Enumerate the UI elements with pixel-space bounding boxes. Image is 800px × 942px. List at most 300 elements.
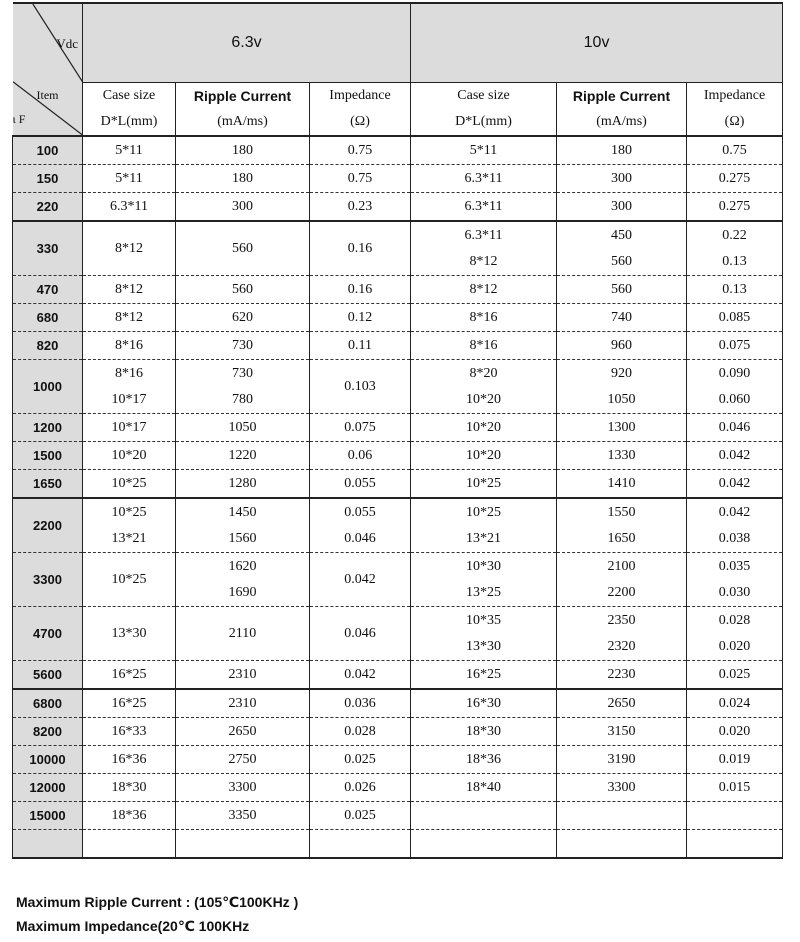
impedance-b-cell [687, 802, 783, 830]
case-size-b-cell [411, 136, 557, 165]
capacitance-cell: 1000 [13, 360, 83, 414]
cell-value: 0.75 [347, 170, 373, 186]
impedance-a-cell [310, 276, 411, 304]
cell-value: 8*12 [115, 240, 143, 256]
empty-cell [83, 830, 176, 859]
table-row [13, 221, 783, 276]
cell-value: 180 [611, 142, 633, 158]
capacitance-cell: 1650 [13, 470, 83, 499]
case-size-b-cell [411, 165, 557, 193]
cell-value: 730 [232, 365, 253, 381]
case-size-a-cell [83, 470, 176, 499]
empty-row [13, 830, 783, 859]
cell-value: 5*11 [115, 170, 143, 186]
empty-cell [687, 830, 783, 859]
table-row [13, 165, 783, 193]
ripple-a-cell [176, 221, 310, 276]
table-row [13, 661, 783, 690]
cell-value: 2650 [607, 695, 636, 711]
table-row [13, 498, 783, 553]
ripple-a-cell [176, 746, 310, 774]
cell-value: 0.030 [718, 584, 751, 600]
empty-cell [557, 830, 687, 859]
cell-value: 1690 [228, 584, 257, 600]
ripple-b-cell [557, 193, 687, 222]
ripple-b-cell [557, 746, 687, 774]
case-size-a-cell [83, 165, 176, 193]
impedance-a-cell [310, 165, 411, 193]
cell-value: 10*20 [111, 447, 147, 463]
impedance-b-cell [687, 414, 783, 442]
cell-value: 10*25 [466, 475, 502, 491]
cell-value: 18*30 [466, 723, 502, 739]
cell-value: 0.028 [344, 723, 376, 739]
cell-value: 16*25 [111, 695, 147, 711]
capacitance-cell: 470 [13, 276, 83, 304]
ripple-a-cell [176, 607, 310, 661]
ripple-b-cell [557, 442, 687, 470]
cell-value: 1280 [228, 475, 257, 491]
cell-value: 0.090 [718, 365, 751, 381]
case-size-a-cell [83, 193, 176, 222]
capacitance-cell: 150 [13, 165, 83, 193]
capacitance-cell: 1500 [13, 442, 83, 470]
cell-value: 300 [611, 198, 633, 214]
cell-value: 2650 [228, 723, 257, 739]
cell-value: 1550 [607, 504, 636, 520]
cell-value: 0.275 [718, 198, 751, 214]
cell-value: 8*12 [115, 309, 143, 325]
cell-value: 0.22 [722, 227, 747, 243]
cell-value: 10*20 [466, 447, 502, 463]
case-size-b-cell [411, 718, 557, 746]
cell-value: 620 [232, 309, 253, 325]
ripple-a-cell [176, 360, 310, 414]
cell-value: 16*30 [466, 695, 502, 711]
impedance-a-cell [310, 360, 411, 414]
table-row [13, 802, 783, 830]
cell-value: 730 [232, 337, 253, 353]
capacitance-cell: 820 [13, 332, 83, 360]
impedance-b-cell [687, 661, 783, 690]
cell-value: 13*25 [466, 584, 502, 600]
case-size-a-cell [83, 442, 176, 470]
impedance-b-cell [687, 498, 783, 553]
cell-value: 18*40 [466, 779, 502, 795]
capacitance-cell: 15000 [13, 802, 83, 830]
ripple-b-cell [557, 718, 687, 746]
case-size-a-cell [83, 414, 176, 442]
impedance-a-cell [310, 689, 411, 718]
ripple-b-cell [557, 607, 687, 661]
impedance-b-cell [687, 332, 783, 360]
ripple-b-cell [557, 661, 687, 690]
impedance-a-cell [310, 553, 411, 607]
ripple-b-cell [557, 414, 687, 442]
case-size-a-cell [83, 332, 176, 360]
cell-value: 2230 [607, 666, 636, 682]
cell-value: 10*17 [111, 419, 147, 435]
cell-value: 3350 [228, 807, 257, 823]
ripple-b-cell [557, 221, 687, 276]
ripple-b-cell [557, 689, 687, 718]
ripple-a-cell [176, 718, 310, 746]
case-size-a-cell [83, 304, 176, 332]
cell-value: 0.026 [344, 779, 376, 795]
ripple-b-cell [557, 165, 687, 193]
capacitance-cell: 100 [13, 136, 83, 165]
cell-value: 0.025 [718, 666, 751, 682]
cell-value: 8*16 [115, 365, 143, 381]
cell-value: 0.046 [344, 530, 376, 546]
cell-value: 13*21 [466, 530, 502, 546]
cell-value: 0.015 [718, 779, 751, 795]
case-size-b-cell [411, 332, 557, 360]
cell-value: 0.020 [718, 723, 751, 739]
cell-value: 6.3*11 [464, 198, 503, 214]
case-size-b-cell [411, 661, 557, 690]
cell-value: 0.038 [718, 530, 751, 546]
ripple-b-cell [557, 360, 687, 414]
cell-value: 0.055 [344, 475, 376, 491]
impedance-a-cell [310, 470, 411, 499]
ripple-a-cell [176, 498, 310, 553]
impedance-a-cell [310, 746, 411, 774]
ripple-a-cell [176, 661, 310, 690]
cell-value: 0.16 [347, 281, 373, 297]
ripple-b-cell [557, 276, 687, 304]
ripple-a-cell [176, 689, 310, 718]
impedance-b-cell [687, 193, 783, 222]
impedance-header-a: Impedance (Ω) [310, 83, 411, 137]
empty-cell [176, 830, 310, 859]
cell-value: 10*20 [466, 419, 502, 435]
capacitance-cell: 12000 [13, 774, 83, 802]
cell-value: 0.019 [718, 751, 751, 767]
ripple-a-cell [176, 136, 310, 165]
cell-value: 2350 [607, 612, 636, 628]
impedance-b-cell [687, 553, 783, 607]
case-size-a-cell [83, 276, 176, 304]
cell-value: 0.075 [718, 337, 751, 353]
cell-value: 8*16 [469, 337, 498, 353]
case-size-a-cell [83, 221, 176, 276]
capacitance-cell: 4700 [13, 607, 83, 661]
cell-value: 1330 [607, 447, 636, 463]
impedance-b-cell [687, 718, 783, 746]
cell-value: 0.020 [718, 638, 751, 654]
impedance-b-cell [687, 607, 783, 661]
table-row [13, 136, 783, 165]
cell-value: 18*36 [466, 751, 502, 767]
ripple-a-cell [176, 470, 310, 499]
cell-value: 18*36 [111, 807, 147, 823]
empty-cell [13, 830, 83, 859]
impedance-b-cell [687, 165, 783, 193]
case-size-b-cell [411, 442, 557, 470]
cell-value: 6.3*11 [110, 198, 148, 214]
table-row [13, 193, 783, 222]
cell-value: 5*11 [115, 142, 143, 158]
case-size-b-cell [411, 360, 557, 414]
table-row [13, 607, 783, 661]
cell-value: 920 [611, 365, 633, 381]
cell-value: 740 [611, 309, 633, 325]
notes-block [16, 890, 298, 938]
cell-value: 6.3*11 [464, 170, 503, 186]
cell-value: 0.13 [722, 253, 747, 269]
cell-value: 180 [232, 170, 253, 186]
case-size-b-cell [411, 774, 557, 802]
table-row [13, 304, 783, 332]
cell-value: 1300 [607, 419, 636, 435]
impedance-b-cell [687, 360, 783, 414]
case-size-b-cell [411, 221, 557, 276]
capacitance-cell: 3300 [13, 553, 83, 607]
case-size-b-cell [411, 193, 557, 222]
impedance-a-cell [310, 136, 411, 165]
ripple-header-b: Ripple Current (mA/ms) [557, 83, 687, 137]
cell-value: 0.046 [344, 625, 376, 641]
cell-value: 18*30 [111, 779, 147, 795]
cell-value: 13*30 [466, 638, 502, 654]
impedance-a-cell [310, 802, 411, 830]
ripple-b-cell [557, 553, 687, 607]
note-ripple-conditions: Maximum Ripple Current : (105℃100KHz ) [16, 894, 299, 910]
case-size-b-cell [411, 689, 557, 718]
ripple-b-cell [557, 332, 687, 360]
ripple-a-cell [176, 442, 310, 470]
cell-value: 0.06 [347, 447, 373, 463]
cell-value: 560 [232, 281, 253, 297]
cell-value: 0.085 [718, 309, 751, 325]
table-row [13, 774, 783, 802]
impedance-a-cell [310, 332, 411, 360]
capacitance-cell: 10000 [13, 746, 83, 774]
cell-value: 1450 [228, 504, 257, 520]
impedance-b-cell [687, 746, 783, 774]
ripple-b-cell [557, 304, 687, 332]
cell-value: 10*25 [111, 504, 147, 520]
impedance-b-cell [687, 221, 783, 276]
ripple-b-cell [557, 498, 687, 553]
cell-value: 960 [611, 337, 633, 353]
cell-value: 0.055 [344, 504, 376, 520]
cell-value: 1650 [607, 530, 636, 546]
cell-value: 16*36 [111, 751, 147, 767]
impedance-b-cell [687, 470, 783, 499]
cell-value: 0.025 [344, 751, 376, 767]
capacitance-cell: 5600 [13, 661, 83, 690]
cell-value: 180 [232, 142, 253, 158]
cell-value: 3300 [607, 779, 636, 795]
capacitance-cell: 330 [13, 221, 83, 276]
case-size-a-cell [83, 553, 176, 607]
capacitance-cell: 680 [13, 304, 83, 332]
impedance-b-cell [687, 442, 783, 470]
ripple-a-cell [176, 332, 310, 360]
ripple-a-cell [176, 193, 310, 222]
cell-value: 1220 [228, 447, 257, 463]
case-size-b-cell [411, 414, 557, 442]
table-row [13, 718, 783, 746]
cell-value: 0.025 [344, 807, 376, 823]
capacitance-cell: 220 [13, 193, 83, 222]
cell-value: 0.060 [718, 391, 751, 407]
cell-value: 10*25 [466, 504, 502, 520]
case-size-b-cell [411, 304, 557, 332]
cell-value: 1620 [228, 558, 257, 574]
ripple-a-cell [176, 802, 310, 830]
case-size-b-cell [411, 276, 557, 304]
cell-value: 8*12 [469, 253, 498, 269]
cell-value: 300 [232, 198, 253, 214]
cell-value: 0.046 [718, 419, 751, 435]
case-size-b-cell [411, 498, 557, 553]
empty-cell [411, 830, 557, 859]
cell-value: 0.75 [347, 142, 373, 158]
case-size-a-cell [83, 498, 176, 553]
impedance-a-cell [310, 304, 411, 332]
case-size-b-cell [411, 802, 557, 830]
impedance-a-cell [310, 442, 411, 470]
cell-value: 560 [611, 253, 633, 269]
impedance-b-cell [687, 136, 783, 165]
cell-value: 3190 [607, 751, 636, 767]
cell-value: 8*12 [115, 281, 143, 297]
cell-value: 0.042 [718, 504, 751, 520]
cell-value: 0.042 [718, 447, 751, 463]
cell-value: 10*35 [466, 612, 502, 628]
empty-cell [310, 830, 411, 859]
cell-value: 0.024 [718, 695, 751, 711]
table-row [13, 442, 783, 470]
ripple-b-cell [557, 774, 687, 802]
table-row [13, 689, 783, 718]
impedance-header-b: Impedance (Ω) [687, 83, 783, 137]
ripple-header-a: Ripple Current (mA/ms) [176, 83, 310, 137]
cell-value: 8*16 [469, 309, 498, 325]
cell-value: 10*17 [111, 391, 147, 407]
table-row [13, 553, 783, 607]
case-size-b-cell [411, 470, 557, 499]
cell-value: 2110 [228, 625, 257, 641]
capacitance-cell: 8200 [13, 718, 83, 746]
cell-value: 300 [611, 170, 633, 186]
capacitance-cell: 2200 [13, 498, 83, 553]
cell-value: 0.042 [718, 475, 751, 491]
uf-label: ι F [12, 112, 26, 126]
case-size-a-cell [83, 802, 176, 830]
table-row [13, 470, 783, 499]
cell-value: 450 [611, 227, 633, 243]
cell-value: 0.13 [722, 281, 747, 297]
case-size-a-cell [83, 718, 176, 746]
voltage-group-10v: 10v [411, 3, 783, 83]
cell-value: 13*21 [111, 530, 147, 546]
cell-value: 5*11 [469, 142, 498, 158]
table-row [13, 360, 783, 414]
cell-value: 0.12 [347, 309, 373, 325]
case-size-header-a: Case size D*L(mm) [83, 83, 176, 137]
table-row [13, 332, 783, 360]
cell-value: 1050 [607, 391, 636, 407]
ripple-a-cell [176, 774, 310, 802]
ripple-a-cell [176, 553, 310, 607]
impedance-a-cell [310, 221, 411, 276]
cell-value: 0.103 [344, 378, 376, 394]
case-size-a-cell [83, 774, 176, 802]
cell-value: 2310 [228, 695, 257, 711]
note-impedance-conditions: Maximum Impedance(20℃ 100KHz [16, 918, 250, 934]
case-size-a-cell [83, 661, 176, 690]
cell-value: 16*33 [111, 723, 147, 739]
cell-value: 1560 [228, 530, 257, 546]
cell-value: 13*30 [111, 625, 147, 641]
item-label: Item [36, 88, 59, 102]
cell-value: 0.042 [344, 571, 376, 587]
spec-table-wrapper [12, 2, 782, 859]
impedance-a-cell [310, 193, 411, 222]
cell-value: 16*25 [111, 666, 147, 682]
cell-value: 560 [232, 240, 253, 256]
case-size-a-cell [83, 689, 176, 718]
cell-value: 560 [611, 281, 633, 297]
cell-value: 3300 [228, 779, 257, 795]
cell-value: 0.275 [718, 170, 751, 186]
case-size-a-cell [83, 607, 176, 661]
case-size-b-cell [411, 553, 557, 607]
cell-value: 2310 [228, 666, 257, 682]
ripple-a-cell [176, 414, 310, 442]
cell-value: 8*16 [115, 337, 143, 353]
cell-value: 8*20 [469, 365, 498, 381]
corner-header-cell [13, 3, 83, 136]
cell-value: 0.035 [718, 558, 751, 574]
cell-value: 0.11 [348, 337, 372, 353]
impedance-a-cell [310, 774, 411, 802]
impedance-b-cell [687, 304, 783, 332]
cell-value: 0.075 [344, 419, 376, 435]
capacitance-cell: 6800 [13, 689, 83, 718]
cell-value: 2100 [607, 558, 636, 574]
case-size-a-cell [83, 360, 176, 414]
ripple-a-cell [176, 304, 310, 332]
ripple-a-cell [176, 165, 310, 193]
case-size-header-b: Case size D*L(mm) [411, 83, 557, 137]
table-row [13, 414, 783, 442]
cell-value: 6.3*11 [464, 227, 503, 243]
cell-value: 2200 [607, 584, 636, 600]
cell-value: 2320 [607, 638, 636, 654]
ripple-b-cell [557, 802, 687, 830]
cell-value: 0.75 [722, 142, 747, 158]
cell-value: 10*20 [466, 391, 502, 407]
cell-value: 1410 [607, 475, 636, 491]
cell-value: 0.23 [347, 198, 373, 214]
cell-value: 0.036 [344, 695, 376, 711]
ripple-b-cell [557, 136, 687, 165]
cell-value: 8*12 [469, 281, 498, 297]
case-size-a-cell [83, 136, 176, 165]
cell-value: 10*25 [111, 571, 147, 587]
cell-value: 780 [232, 391, 253, 407]
impedance-b-cell [687, 774, 783, 802]
cell-value: 2750 [228, 751, 257, 767]
voltage-group-6v3: 6.3v [83, 3, 411, 83]
impedance-a-cell [310, 498, 411, 553]
cell-value: 0.028 [718, 612, 751, 628]
